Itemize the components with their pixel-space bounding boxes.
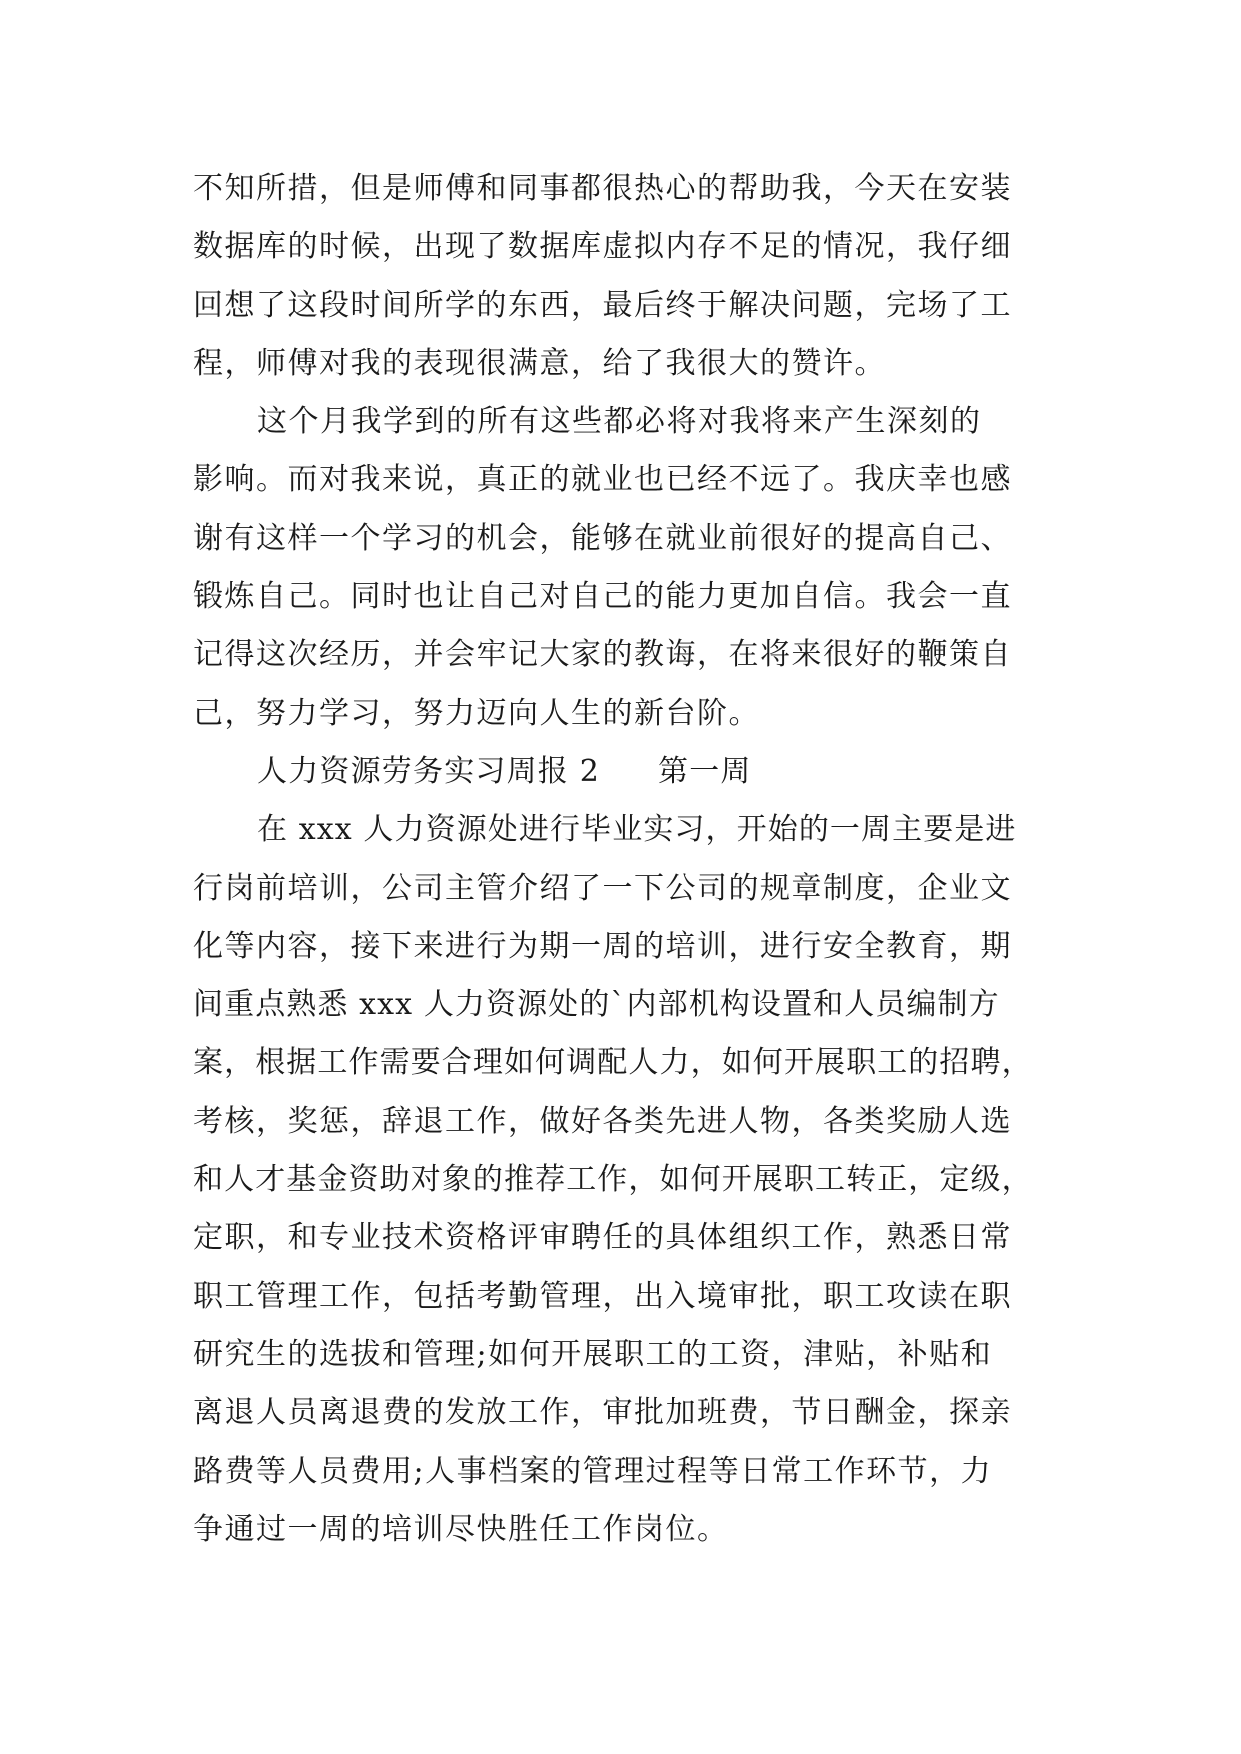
section-heading [193, 743, 1053, 801]
text-line: 这个月我学到的所有这些都必将对我将来产生深刻的 [257, 404, 982, 440]
text-line: 谢有这样一个学习的机会，能够在就业前很好的提高自己、 [193, 520, 1012, 556]
heading-week: 第一周 [658, 753, 752, 789]
text-line: 锻炼自己。同时也让自己对自己的能力更加自信。我会一直 [193, 579, 1012, 615]
paragraph-continued [193, 160, 1053, 393]
text-line: 回想了这段时间所学的东西，最后终于解决问题，完场了工 [193, 287, 1012, 323]
text-line: 不知所措，但是师傅和同事都很热心的帮助我，今天在安装 [193, 171, 1012, 206]
text-line: 争通过一周的培训尽快胜任工作岗位。 [193, 1511, 729, 1547]
text-line: 研究生的选拔和管理;如何开展职工的工资，津贴，补贴和 [193, 1336, 993, 1372]
paragraph-week-one [193, 801, 1053, 1559]
text-line: 己，努力学习，努力迈向人生的新台阶。 [193, 695, 760, 731]
paragraph-reflection [193, 393, 1053, 743]
text-line: 程，师傅对我的表现很满意，给了我很大的赞许。 [193, 345, 886, 381]
text-line: 和人才基金资助对象的推荐工作，如何开展职工转正，定级， [193, 1162, 1033, 1198]
text-line: 考核，奖惩，辞退工作，做好各类先进人物，各类奖励人选 [193, 1103, 1012, 1139]
text-line: 职工管理工作，包括考勤管理，出入境审批，职工攻读在职 [193, 1278, 1012, 1314]
text-line: 路费等人员费用;人事档案的管理过程等日常工作环节，力 [193, 1453, 993, 1489]
text-line: 化等内容，接下来进行为期一周的培训，进行安全教育，期 [193, 928, 1012, 964]
text-line: 数据库的时候，出现了数据库虚拟内存不足的情况，我仔细 [193, 229, 1012, 265]
text-line: 影响。而对我来说，真正的就业也已经不远了。我庆幸也感 [193, 462, 1012, 498]
text-line: 间重点熟悉 xxx 人力资源处的`内部机构设置和人员编制方 [193, 987, 1000, 1023]
text-line: 案，根据工作需要合理如何调配人力，如何开展职工的招聘， [193, 1045, 1033, 1081]
text-line: 行岗前培训，公司主管介绍了一下公司的规章制度，企业文 [193, 870, 1012, 906]
text-line: 在 xxx 人力资源处进行毕业实习，开始的一周主要是进 [257, 812, 1017, 848]
text-line: 记得这次经历，并会牢记大家的教诲，在将来很好的鞭策自 [193, 637, 1012, 673]
text-line: 定职，和专业技术资格评审聘任的具体组织工作，熟悉日常 [193, 1220, 1012, 1256]
heading-title: 人力资源劳务实习周报 2 [257, 753, 601, 789]
text-line: 离退人员离退费的发放工作，审批加班费，节日酬金，探亲 [193, 1395, 1012, 1431]
document-body [193, 160, 1053, 1559]
